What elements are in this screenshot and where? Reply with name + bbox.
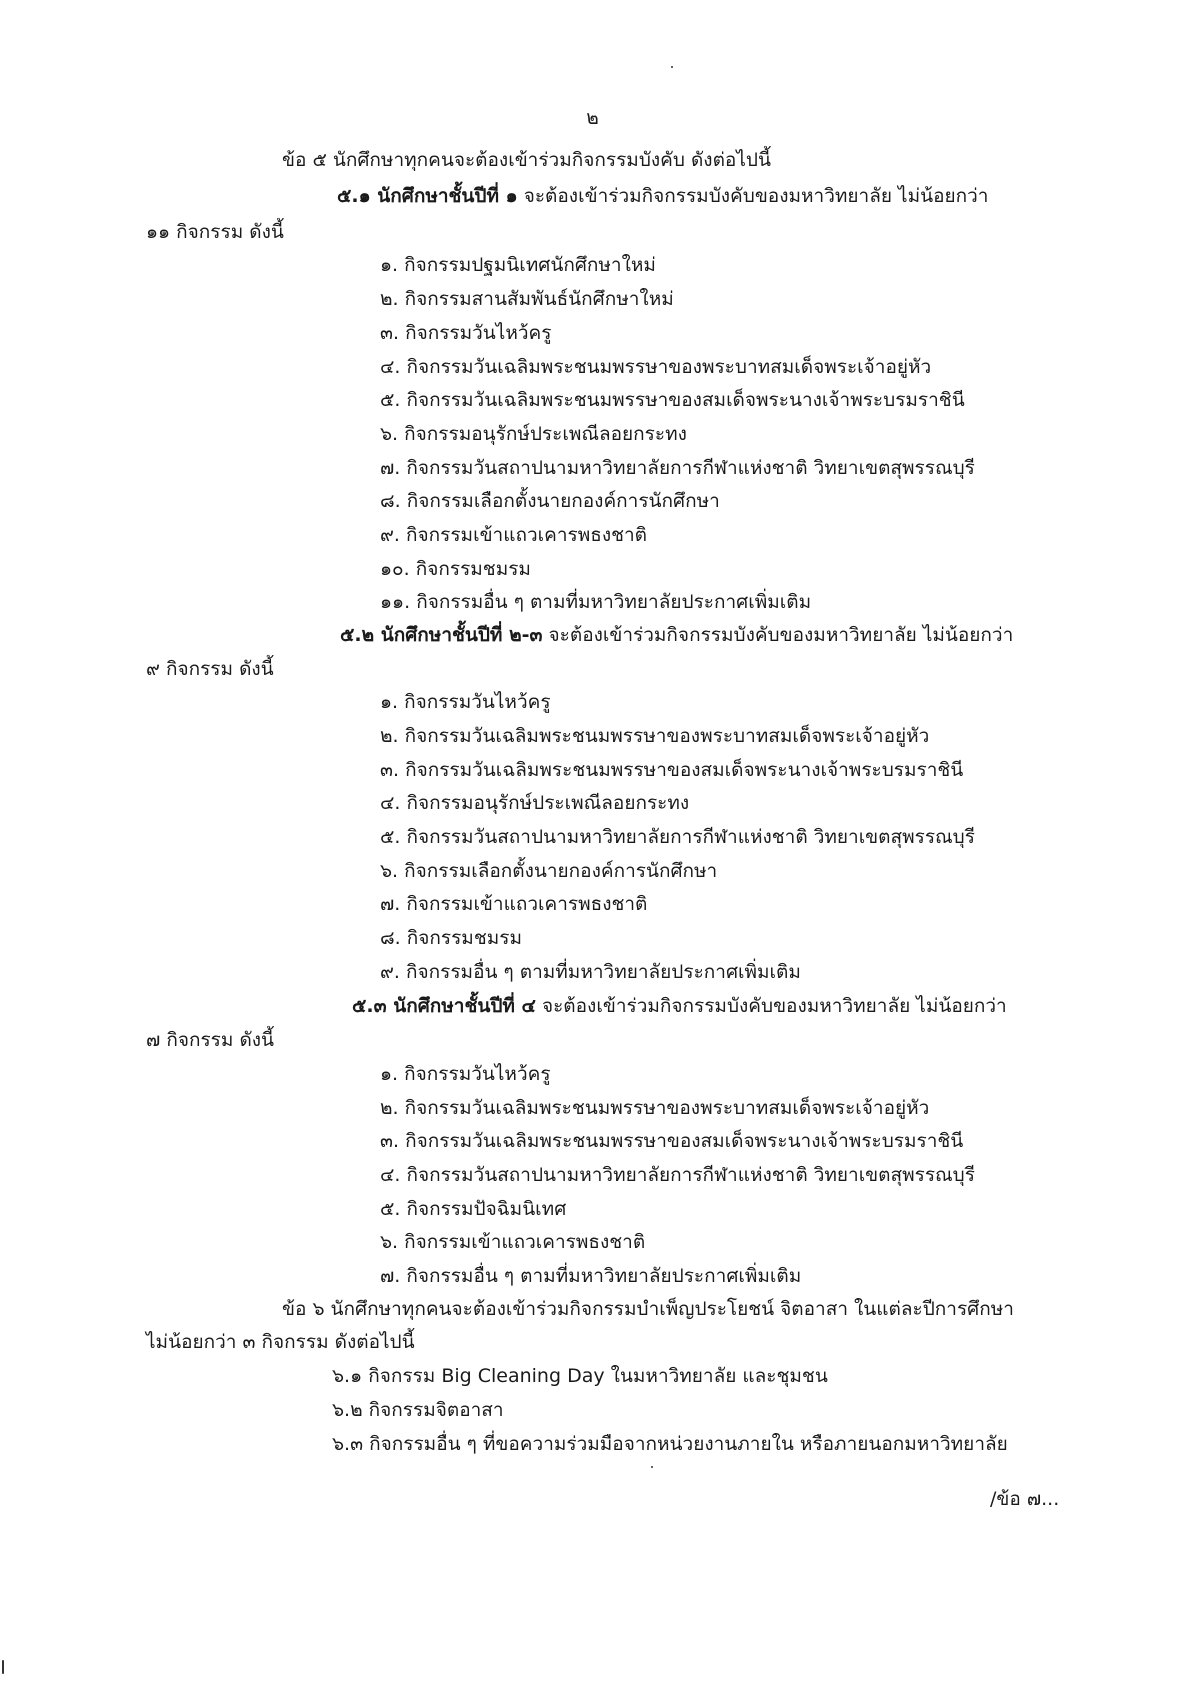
list-item: ๑. กิจกรรมวันไหว้ครู <box>380 1063 551 1085</box>
list-item: ๗. กิจกรรมวันสถาปนามหาวิทยาลัยการกีฬาแห่งชาติ วิทยาเขตสุพรรณบุรี <box>380 457 975 479</box>
section-5-2-title: ๕.๒ นักศึกษาชั้นปีที่ ๒-๓ <box>340 624 543 646</box>
list-item: ๓. กิจกรรมวันเฉลิมพระชนมพรรษาของสมเด็จพระนางเจ้าพระบรมราชินี <box>380 1130 964 1152</box>
scan-speck <box>651 1466 653 1468</box>
list-item: ๓. กิจกรรมวันเฉลิมพระชนมพรรษาของสมเด็จพระนางเจ้าพระบรมราชินี <box>380 759 964 781</box>
list-item: ๒. กิจกรรมวันเฉลิมพระชนมพรรษาของพระบาทสมเด็จพระเจ้าอยู่หัว <box>380 1097 930 1119</box>
list-item: ๒. กิจกรรมสานสัมพันธ์นักศึกษาใหม่ <box>380 288 674 310</box>
list-item: ๓. กิจกรรมวันไหว้ครู <box>380 322 552 344</box>
list-item: ๑๑. กิจกรรมอื่น ๆ ตามที่มหาวิทยาลัยประกาศเพิ่มเติม <box>380 591 812 613</box>
section-5-1-heading <box>337 184 988 208</box>
list-item: ๔. กิจกรรมวันเฉลิมพระชนมพรรษาของพระบาทสมเด็จพระเจ้าอยู่หัว <box>380 356 932 378</box>
list-item: ๕. กิจกรรมวันเฉลิมพระชนมพรรษาของสมเด็จพระนางเจ้าพระบรมราชินี <box>380 389 965 411</box>
section-5-2-heading <box>340 623 1013 647</box>
section-5-3-title: ๕.๓ นักศึกษาชั้นปีที่ ๔ <box>352 995 536 1017</box>
section-5-3-heading <box>352 994 1007 1018</box>
list-item: ๗. กิจกรรมเข้าแถวเคารพธงชาติ <box>380 893 648 915</box>
section-5-3-text: จะต้องเข้าร่วมกิจกรรมบังคับของมหาวิทยาลัย ไม่น้อยกว่า <box>541 995 1007 1017</box>
list-item: ๖.๒ กิจกรรมจิตอาสา <box>332 1399 504 1421</box>
section-5-2-text: จะต้องเข้าร่วมกิจกรรมบังคับของมหาวิทยาลัย ไม่น้อยกว่า <box>548 624 1014 646</box>
list-item: ๖.๓ กิจกรรมอื่น ๆ ที่ขอความร่วมมือจากหน่วยงานภายใน หรือภายนอกมหาวิทยาลัย <box>332 1433 1008 1455</box>
list-item: ๙. กิจกรรมอื่น ๆ ตามที่มหาวิทยาลัยประกาศเพิ่มเติม <box>380 961 801 983</box>
list-item: ๒. กิจกรรมวันเฉลิมพระชนมพรรษาของพระบาทสมเด็จพระเจ้าอยู่หัว <box>380 725 930 747</box>
section-5-1-title: ๕.๑ นักศึกษาชั้นปีที่ ๑ <box>337 185 518 207</box>
next-page-marker: /ข้อ ๗... <box>990 1488 1060 1510</box>
list-item: ๙. กิจกรรมเข้าแถวเคารพธงชาติ <box>380 524 648 546</box>
list-item: ๗. กิจกรรมอื่น ๆ ตามที่มหาวิทยาลัยประกาศเพิ่มเติม <box>380 1265 802 1287</box>
list-item: ๖.๑ กิจกรรม Big Cleaning Day ในมหาวิทยาลัย และชุมชน <box>332 1365 828 1387</box>
section-5-2-count: ๙ กิจกรรม ดังนี้ <box>146 658 274 680</box>
list-item: ๕. กิจกรรมวันสถาปนามหาวิทยาลัยการกีฬาแห่งชาติ วิทยาเขตสุพรรณบุรี <box>380 826 975 848</box>
clause-6-continuation: ไม่น้อยกว่า ๓ กิจกรรม ดังต่อไปนี้ <box>146 1331 415 1353</box>
page-number: ๒ <box>586 107 599 129</box>
section-5-1-text: จะต้องเข้าร่วมกิจกรรมบังคับของมหาวิทยาลัย ไม่น้อยกว่า <box>523 185 989 207</box>
list-item: ๘. กิจกรรมเลือกตั้งนายกองค์การนักศึกษา <box>380 490 720 512</box>
section-5-1-count: ๑๑ กิจกรรม ดังนี้ <box>146 221 284 243</box>
list-item: ๑. กิจกรรมวันไหว้ครู <box>380 691 551 713</box>
list-item: ๖. กิจกรรมเลือกตั้งนายกองค์การนักศึกษา <box>380 860 718 882</box>
scan-speck <box>671 66 673 68</box>
list-item: ๔. กิจกรรมวันสถาปนามหาวิทยาลัยการกีฬาแห่งชาติ วิทยาเขตสุพรรณบุรี <box>380 1164 975 1186</box>
list-item: ๘. กิจกรรมชมรม <box>380 927 522 949</box>
list-item: ๖. กิจกรรมอนุรักษ์ประเพณีลอยกระทง <box>380 423 687 445</box>
list-item: ๖. กิจกรรมเข้าแถวเคารพธงชาติ <box>380 1231 646 1253</box>
list-item: ๑. กิจกรรมปฐมนิเทศนักศึกษาใหม่ <box>380 254 656 276</box>
list-item: ๑๐. กิจกรรมชมรม <box>380 558 531 580</box>
list-item: ๔. กิจกรรมอนุรักษ์ประเพณีลอยกระทง <box>380 792 690 814</box>
list-item: ๕. กิจกรรมปัจฉิมนิเทศ <box>380 1198 567 1220</box>
clause-5-heading: ข้อ ๕ นักศึกษาทุกคนจะต้องเข้าร่วมกิจกรรมบังคับ ดังต่อไปนี้ <box>282 149 771 171</box>
scan-edge-mark <box>2 1660 4 1674</box>
section-5-3-count: ๗ กิจกรรม ดังนี้ <box>146 1029 275 1051</box>
clause-6-heading: ข้อ ๖ นักศึกษาทุกคนจะต้องเข้าร่วมกิจกรรมบำเพ็ญประโยชน์ จิตอาสา ในแต่ละปีการศึกษา <box>282 1298 1014 1320</box>
